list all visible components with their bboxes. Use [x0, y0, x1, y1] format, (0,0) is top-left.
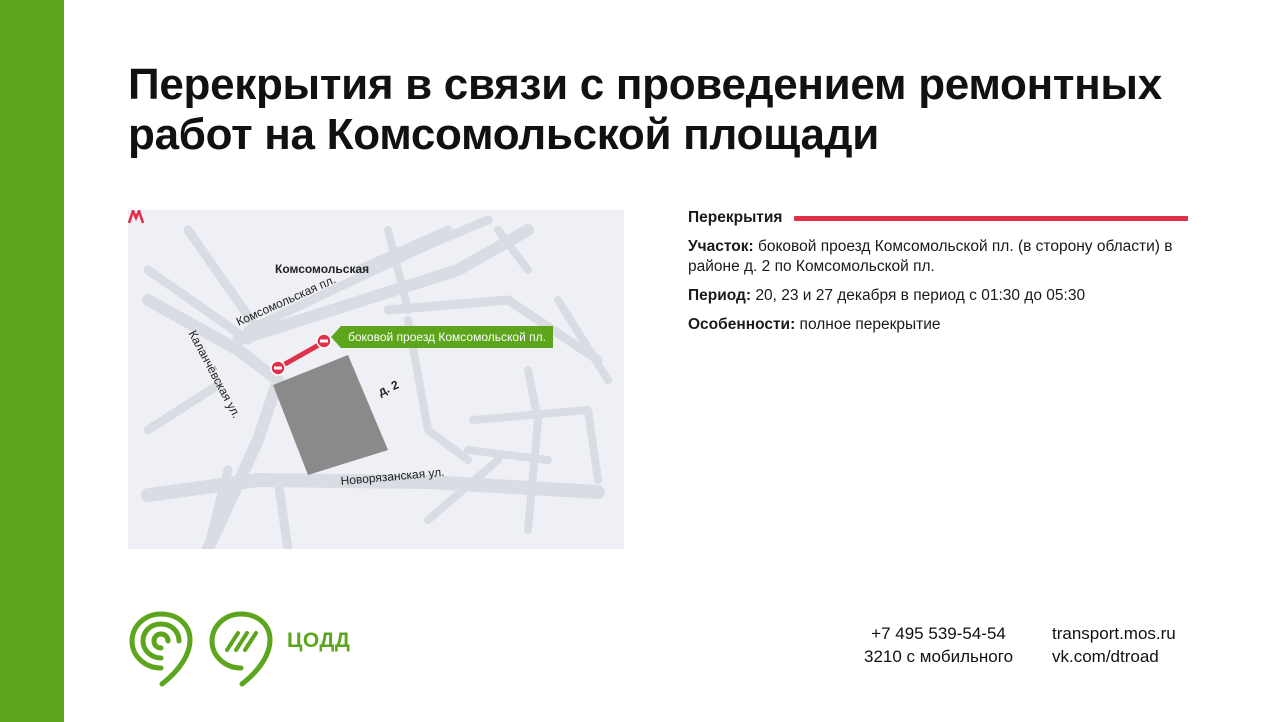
- features-label: Особенности:: [688, 316, 796, 333]
- period-row: [688, 286, 1188, 306]
- left-accent-bar: [0, 0, 64, 722]
- mobile-short-number: 3210 с мобильного: [864, 647, 1014, 666]
- features-value: полное перекрытие: [799, 316, 941, 333]
- closure-info: [688, 208, 1188, 344]
- features-row: [688, 315, 1188, 335]
- page-title: Перекрытия в связи с проведением ремонтных работ на Комсомольской площади: [128, 60, 1162, 159]
- closure-legend: [688, 208, 1188, 228]
- metro-icon: [128, 210, 144, 224]
- period-value: 20, 23 и 27 декабря в период с 01:30 до 05:30: [755, 287, 1086, 304]
- map: [128, 210, 624, 549]
- brand-name: ЦОДД: [287, 629, 351, 652]
- street-label-novoryazanskaya: Новорязанская ул.: [340, 464, 446, 488]
- site-link[interactable]: transport.mos.ru: [1052, 624, 1176, 643]
- section-row: [688, 237, 1188, 277]
- phone-number[interactable]: +7 495 539-54-54: [871, 624, 1006, 643]
- no-entry-icon: [317, 334, 331, 348]
- web-contacts: [1052, 622, 1176, 668]
- callout-pointer: [331, 326, 341, 348]
- street-label-komsomolskaya: Комсомольская пл.: [234, 272, 338, 329]
- phone-contacts: [864, 622, 1013, 668]
- metro-station-label: Комсомольская: [275, 262, 370, 276]
- vk-link[interactable]: vk.com/dtroad: [1052, 647, 1159, 666]
- section-value: боковой проезд Комсомольской пл. (в сторону области) в районе д. 2 по Комсомольской пл.: [688, 238, 1173, 275]
- building-label: д. 2: [376, 377, 401, 399]
- closure-callout: боковой проезд Комсомольской пл.: [341, 326, 553, 348]
- section-label: Участок:: [688, 238, 754, 255]
- legend-label: Перекрытия: [688, 209, 783, 226]
- map-roads: [128, 210, 624, 549]
- legend-closure-line: [794, 216, 1188, 221]
- street-label-kalanchevskaya: Каланчёвская ул.: [185, 328, 244, 421]
- codd-logo-icon: [128, 608, 278, 690]
- period-label: Период:: [688, 287, 752, 304]
- no-entry-icon: [271, 361, 285, 375]
- building-d2: [273, 355, 388, 475]
